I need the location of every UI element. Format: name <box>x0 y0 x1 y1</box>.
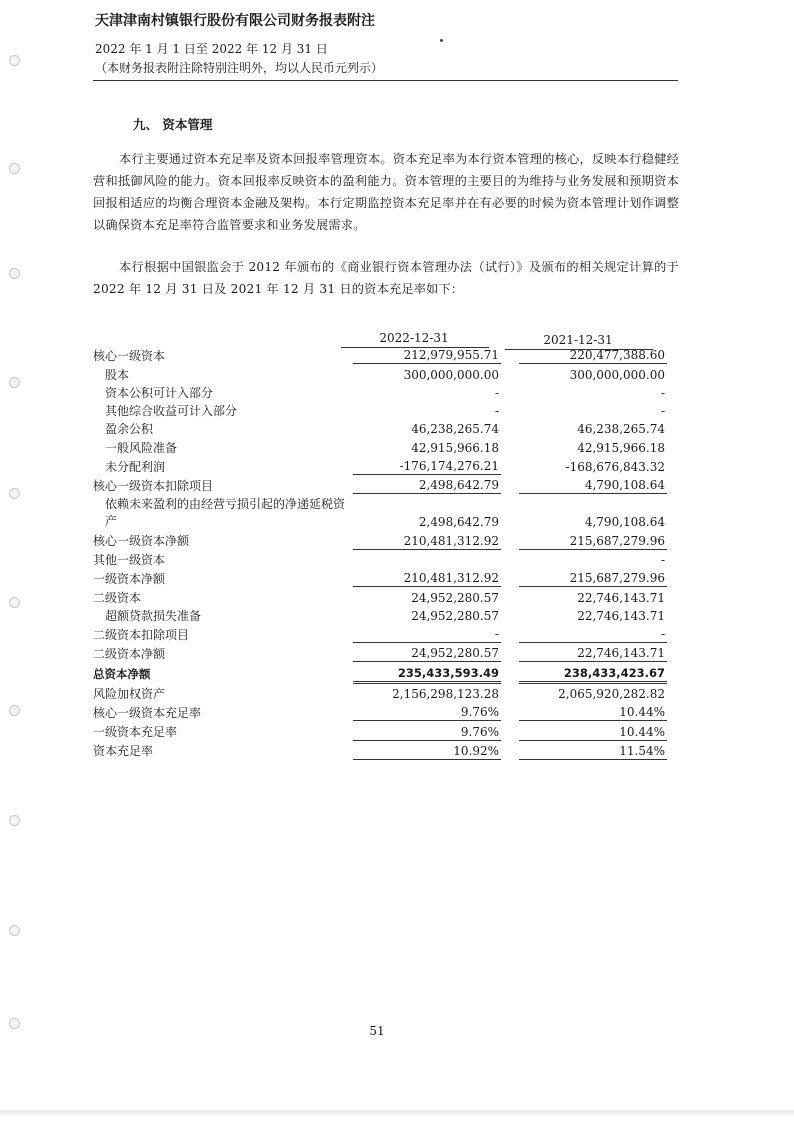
value-2021: 22,746,143.71 <box>577 608 665 623</box>
row-label: 其他综合收益可计入部分 <box>105 404 238 419</box>
punch-hole <box>9 163 20 174</box>
value-2022: 212,979,955.71 <box>353 345 501 364</box>
value-2021: 46,238,265.74 <box>577 422 665 437</box>
value-2022: 46,238,265.74 <box>411 422 499 437</box>
row-label: 核心一级资本净额 <box>93 534 190 549</box>
row-label: 一级资本净额 <box>93 571 166 586</box>
page-number: 51 <box>369 1024 385 1038</box>
row-label: 未分配利润 <box>105 459 166 474</box>
row-label: 其他一级资本 <box>93 552 166 567</box>
row-label: 二级资本 <box>93 590 142 605</box>
row-label: 依赖未来盈利的由经营亏损引起的净递延税资产 <box>105 497 346 529</box>
row-label: 一级资本充足率 <box>93 725 178 740</box>
value-2021: 42,915,966.18 <box>577 440 665 455</box>
punch-hole <box>9 597 20 608</box>
value-2021: 4,790,108.64 <box>584 515 665 530</box>
value-2022: 300,000,000.00 <box>403 367 499 382</box>
row-label: 资本充足率 <box>93 744 154 759</box>
value-2022: -176,174,276.21 <box>353 456 501 475</box>
value-2021: 10.44% <box>519 721 667 740</box>
value-2022: 24,952,280.57 <box>411 590 499 605</box>
value-2021: - <box>660 404 665 419</box>
value-2021: 2,065,920,282.82 <box>558 687 665 702</box>
table-row <box>93 549 667 568</box>
value-2022: 9.76% <box>353 721 501 740</box>
value-2022: 210,481,312.92 <box>353 530 501 549</box>
value-2022: 235,433,593.49 <box>353 662 501 682</box>
section-title: 九、 资本管理 <box>133 117 213 132</box>
value-2021: 22,746,143.71 <box>519 643 667 662</box>
table-row <box>93 401 667 419</box>
row-label: 一般风险准备 <box>105 440 178 455</box>
value-2021: 238,433,423.67 <box>519 662 667 682</box>
row-label: 资本公积可计入部分 <box>105 385 214 400</box>
paragraph-regulation-basis: 本行根据中国银监会于 2012 年颁布的《商业银行资本管理办法（试行）》及颁布的相关规定计算的于 2022 年 12 月 31 日及 2021 年 12 月 31 日的资本充足率如下： <box>93 260 679 296</box>
value-2021: - <box>660 385 665 400</box>
value-2022: 24,952,280.57 <box>353 643 501 662</box>
value-2022: - <box>494 404 499 419</box>
value-2021: 4,790,108.64 <box>519 475 667 494</box>
table-row <box>93 494 667 531</box>
value-2022: - <box>494 385 499 400</box>
punch-hole <box>9 705 20 716</box>
table-row <box>93 475 667 494</box>
value-2022: 2,498,642.79 <box>353 475 501 494</box>
value-2022: 210,481,312.92 <box>353 568 501 587</box>
table-row <box>93 419 667 437</box>
punch-hole <box>9 488 20 499</box>
table-row <box>93 364 667 383</box>
report-title: 天津津南村镇银行股份有限公司财务报表附注 <box>95 13 375 29</box>
report-period: 2022 年 1 月 1 日至 2022 年 12 月 31 日 <box>95 42 328 56</box>
scan-speck <box>440 39 443 42</box>
table-row <box>93 437 667 455</box>
row-label: 风险加权资产 <box>93 687 166 702</box>
table-row <box>93 624 667 643</box>
table-row <box>93 702 667 721</box>
header-divider <box>93 80 678 81</box>
table-row <box>93 682 667 702</box>
value-2021: -168,676,843.32 <box>565 459 665 474</box>
currency-note: （本财务报表附注除特别注明外，均以人民币元列示） <box>95 61 384 75</box>
table-row <box>93 383 667 401</box>
table-row <box>93 643 667 662</box>
row-label: 超额贷款损失准备 <box>105 608 202 623</box>
table-row <box>93 568 667 587</box>
table-row <box>93 721 667 740</box>
value-2021: 10.44% <box>519 702 667 721</box>
punch-hole <box>9 55 20 66</box>
column-header-2022: 2022-12-31 <box>379 331 449 345</box>
value-2021: - <box>660 552 665 567</box>
row-label: 二级资本扣除项目 <box>93 627 190 642</box>
capital-adequacy-table <box>93 345 667 760</box>
value-2021: 220,477,388.60 <box>519 345 667 364</box>
table-row <box>93 662 667 682</box>
row-label: 股本 <box>105 367 130 382</box>
value-2021: 11.54% <box>519 740 667 759</box>
paragraph-capital-management: 本行主要通过资本充足率及资本回报率管理资本。资本充足率为本行资本管理的核心，反映本行稳健经营和抵御风险的能力。资本回报率反映资本的盈利能力。资本管理的主要目的为维持与业务发展和预期资本回报相适应的均衡合理资本金融及架构。本行定期监控资本充足率并在有必要的时候为资本管理计划作调整以确保资本充足率符合监管要求和业务发展需求。 <box>93 152 679 232</box>
table-row <box>93 456 667 475</box>
punch-hole <box>9 268 20 279</box>
scan-edge <box>0 1110 794 1116</box>
punch-hole <box>9 815 20 826</box>
value-2021: - <box>519 624 667 643</box>
table-row <box>93 345 667 364</box>
table-row <box>93 740 667 759</box>
value-2021: 215,687,279.96 <box>519 568 667 587</box>
row-label: 核心一级资本 <box>93 348 166 363</box>
value-2022: 2,156,298,123.28 <box>392 687 499 702</box>
column-header-2021: 2021-12-31 <box>543 333 613 347</box>
value-2022: 24,952,280.57 <box>411 608 499 623</box>
value-2022: 10.92% <box>353 740 501 759</box>
value-2021: 300,000,000.00 <box>569 367 665 382</box>
punch-hole <box>9 377 20 388</box>
punch-hole <box>9 925 20 936</box>
row-label: 二级资本净额 <box>93 646 166 661</box>
value-2022: - <box>353 624 501 643</box>
table-row <box>93 587 667 606</box>
value-2022: 2,498,642.79 <box>418 515 499 530</box>
row-label: 总资本净额 <box>93 667 151 682</box>
table-row <box>93 530 667 549</box>
value-2022 <box>353 549 501 568</box>
value-2021: 215,687,279.96 <box>519 530 667 549</box>
row-label: 核心一级资本充足率 <box>93 705 202 720</box>
value-2022: 9.76% <box>353 702 501 721</box>
table-row <box>93 606 667 624</box>
row-label: 核心一级资本扣除项目 <box>93 478 214 493</box>
value-2021: 22,746,143.71 <box>577 590 665 605</box>
value-2022: 42,915,966.18 <box>411 440 499 455</box>
row-label: 盈余公积 <box>105 422 154 437</box>
